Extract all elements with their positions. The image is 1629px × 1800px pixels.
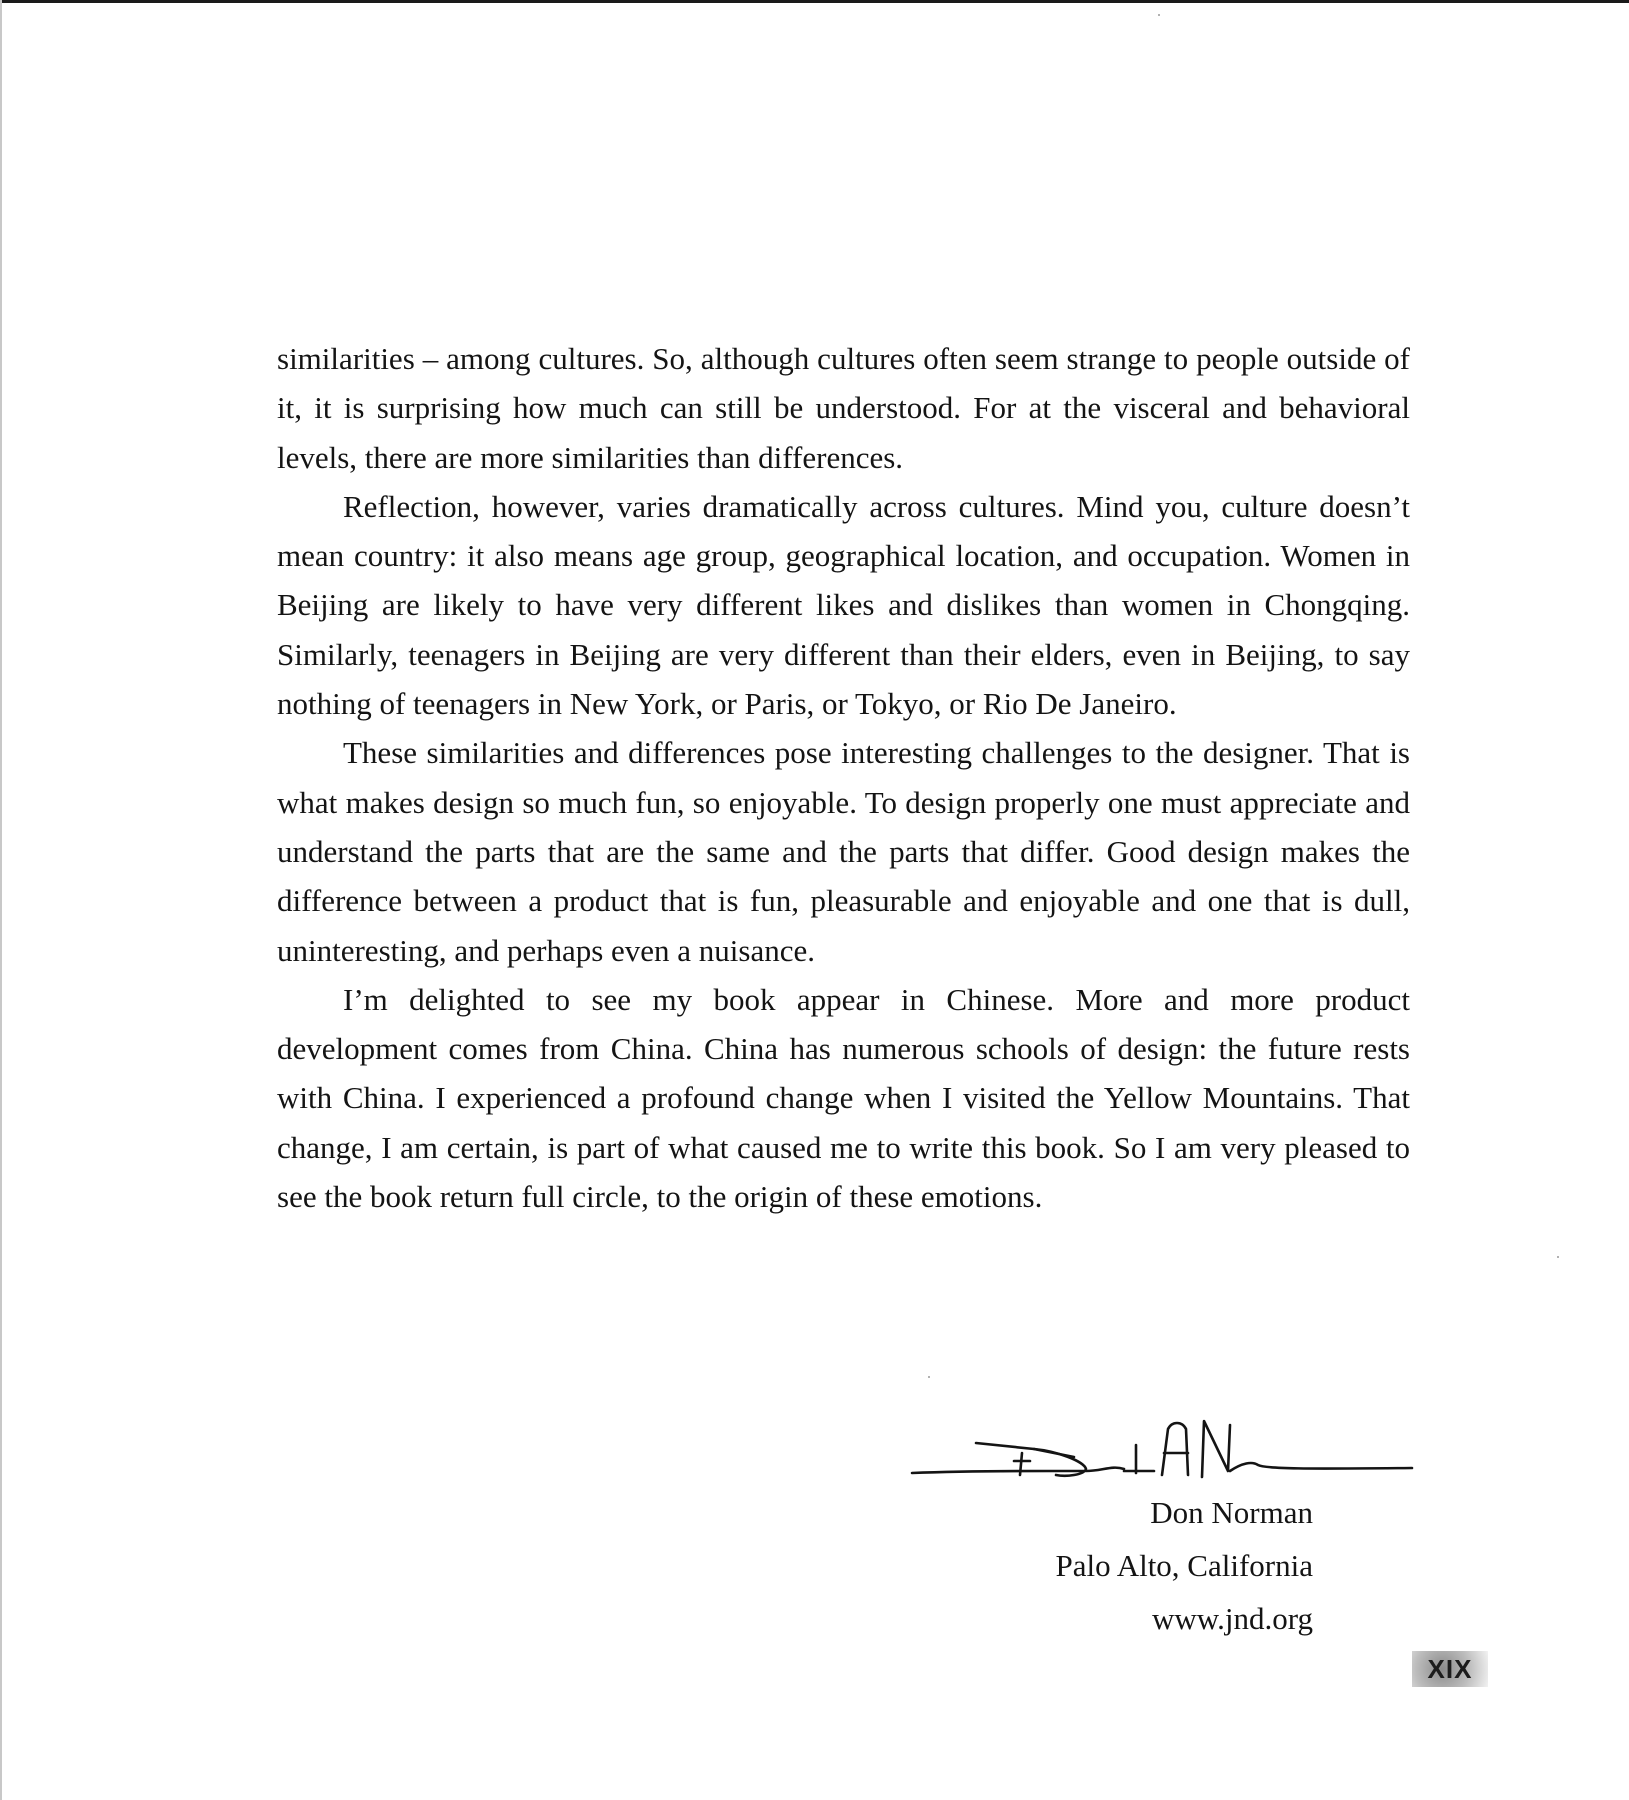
paragraph-2: Reflection, however, varies dramatically across cultures. Mind you, culture doesn’t mean country: it also means age group, geographical location, and occupation. Women in Beijing are likely to have very different likes and dislikes than women in Chongqing. Similarly, teenagers in Beijing are very different than their elders, even in Beijing, to say nothing of teenagers in New York, or Paris, or Tokyo, or Rio De Janeiro. (277, 488, 1410, 722)
author-location: Palo Alto, California (1055, 1548, 1313, 1583)
page-number: XIX (1412, 1651, 1488, 1687)
left-page-edge (0, 0, 2, 1800)
scan-speck (1557, 1256, 1559, 1258)
paragraph-1: similarities – among cultures. So, although cultures often seem strange to people outside of it, it is surprising how much can still be understood. For at the visceral and behavioral levels, there are more similarities than differences. (277, 341, 1410, 475)
body-text (277, 334, 1410, 1221)
paragraph-3: These similarities and differences pose interesting challenges to the designer. That is what makes design so much fun, so enjoyable. To design properly one must appreciate and understand the parts that are the same and the parts that differ. Good design makes the difference between a product that is fun, pleasurable and enjoyable and one that is dull, uninteresting, and perhaps even a nuisance. (277, 735, 1410, 968)
handwritten-signature (906, 1385, 1416, 1495)
scan-speck (928, 1376, 930, 1378)
author-name: Don Norman (1150, 1495, 1313, 1530)
scan-speck (1158, 14, 1160, 16)
paragraph-4: I’m delighted to see my book appear in Chinese. More and more product development comes from China. China has numerous schools of design: the future rests with China. I experienced a profound change when I visited the Yellow Mountains. That change, I am certain, is part of what caused me to write this book. So I am very pleased to see the book return full circle, to the origin of these emotions. (277, 981, 1410, 1215)
signature-block (1056, 1486, 1313, 1645)
author-website: www.jnd.org (1151, 1601, 1313, 1636)
top-border-rule (0, 0, 1629, 3)
